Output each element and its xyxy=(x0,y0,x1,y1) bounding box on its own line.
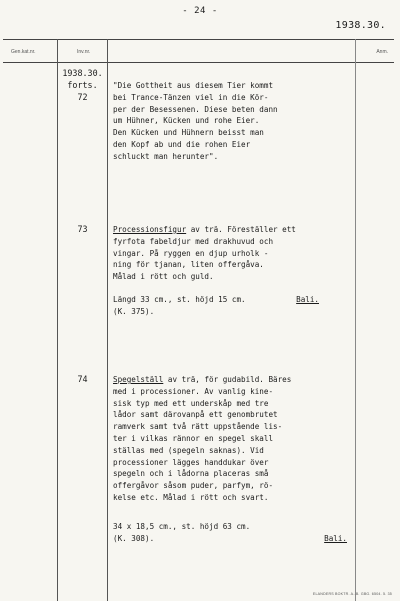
entry-73-text xyxy=(113,224,353,283)
entry-74-measure: 34 x 18,5 cm., st. höjd 63 cm. xyxy=(113,522,251,531)
column-divider-inv xyxy=(107,39,108,601)
entry-74-description: av trä, för gudabild. Bäres med i processioner. Av vanlig kine- sisk typ med ett underskåp med tre lådor samt därovanpå ett genombrutet ramverk samt två rätt uppstående lis- ter i vilkas rännor en spegel skall ställas med (spegeln saknas). Vid processioner lägges handdukar över spegeln och i lådorna placeras små offergåvor såsom puder, parfym, rö- kelse etc. Målad i rött och svart. xyxy=(113,375,292,502)
entry-74-ref: (K. 308). xyxy=(113,534,155,543)
entry-74-text xyxy=(113,374,353,504)
column-header-inv-nr: Inv.nr. xyxy=(77,49,91,55)
column-divider-anm xyxy=(355,39,356,601)
entry-73-title: Processionsfigur xyxy=(113,225,187,234)
entry-73-description: av trä. Föreställer ett fyrfota fabeldjur med drakhuvud och vingar. På ryggen en djup urholk - ning för tjanan, liten offergåva. Målad i rött och guld. xyxy=(113,225,296,282)
header-date: 1938.30. xyxy=(335,20,386,31)
entry-72-inv-number: 1938.30. forts. 72 xyxy=(62,68,103,102)
entry-74-region: Bali. xyxy=(324,534,347,543)
form-header-row xyxy=(3,39,394,63)
column-header-gen-kat-nr: Gen.kat.nr. xyxy=(11,49,36,55)
entry-73-ref: (K. 375). xyxy=(113,307,155,316)
column-divider-gen xyxy=(57,39,58,601)
entry-73-measure: Längd 33 cm., st. höjd 15 cm. xyxy=(113,295,246,304)
column-header-anm: Anm. xyxy=(376,49,388,55)
page-number: - 24 - xyxy=(182,6,218,16)
printer-stamp: ELANDERS BOKTR. A.-B. GBG. 6504. 5. 35 xyxy=(312,592,392,596)
entry-74-title: Spegelställ xyxy=(113,375,164,384)
entry-74-inv-number: 74 xyxy=(77,374,88,384)
entry-73-measure-line xyxy=(113,294,353,306)
entry-73-inv-number: 73 xyxy=(77,224,88,234)
entry-72-text: "Die Gottheit aus diesem Tier kommt bei Trance-Tänzen viel in die Kör- per der Besessenen. Diese beten dann um Hühner, Kücken und rohe Eier. Den Kücken und Hühnern beisst man den Kopf ab und die rohen Eier schluckt man herunter". xyxy=(113,81,278,161)
entry-74-ref-line xyxy=(113,533,353,545)
entry-73-region: Bali. xyxy=(296,295,319,304)
